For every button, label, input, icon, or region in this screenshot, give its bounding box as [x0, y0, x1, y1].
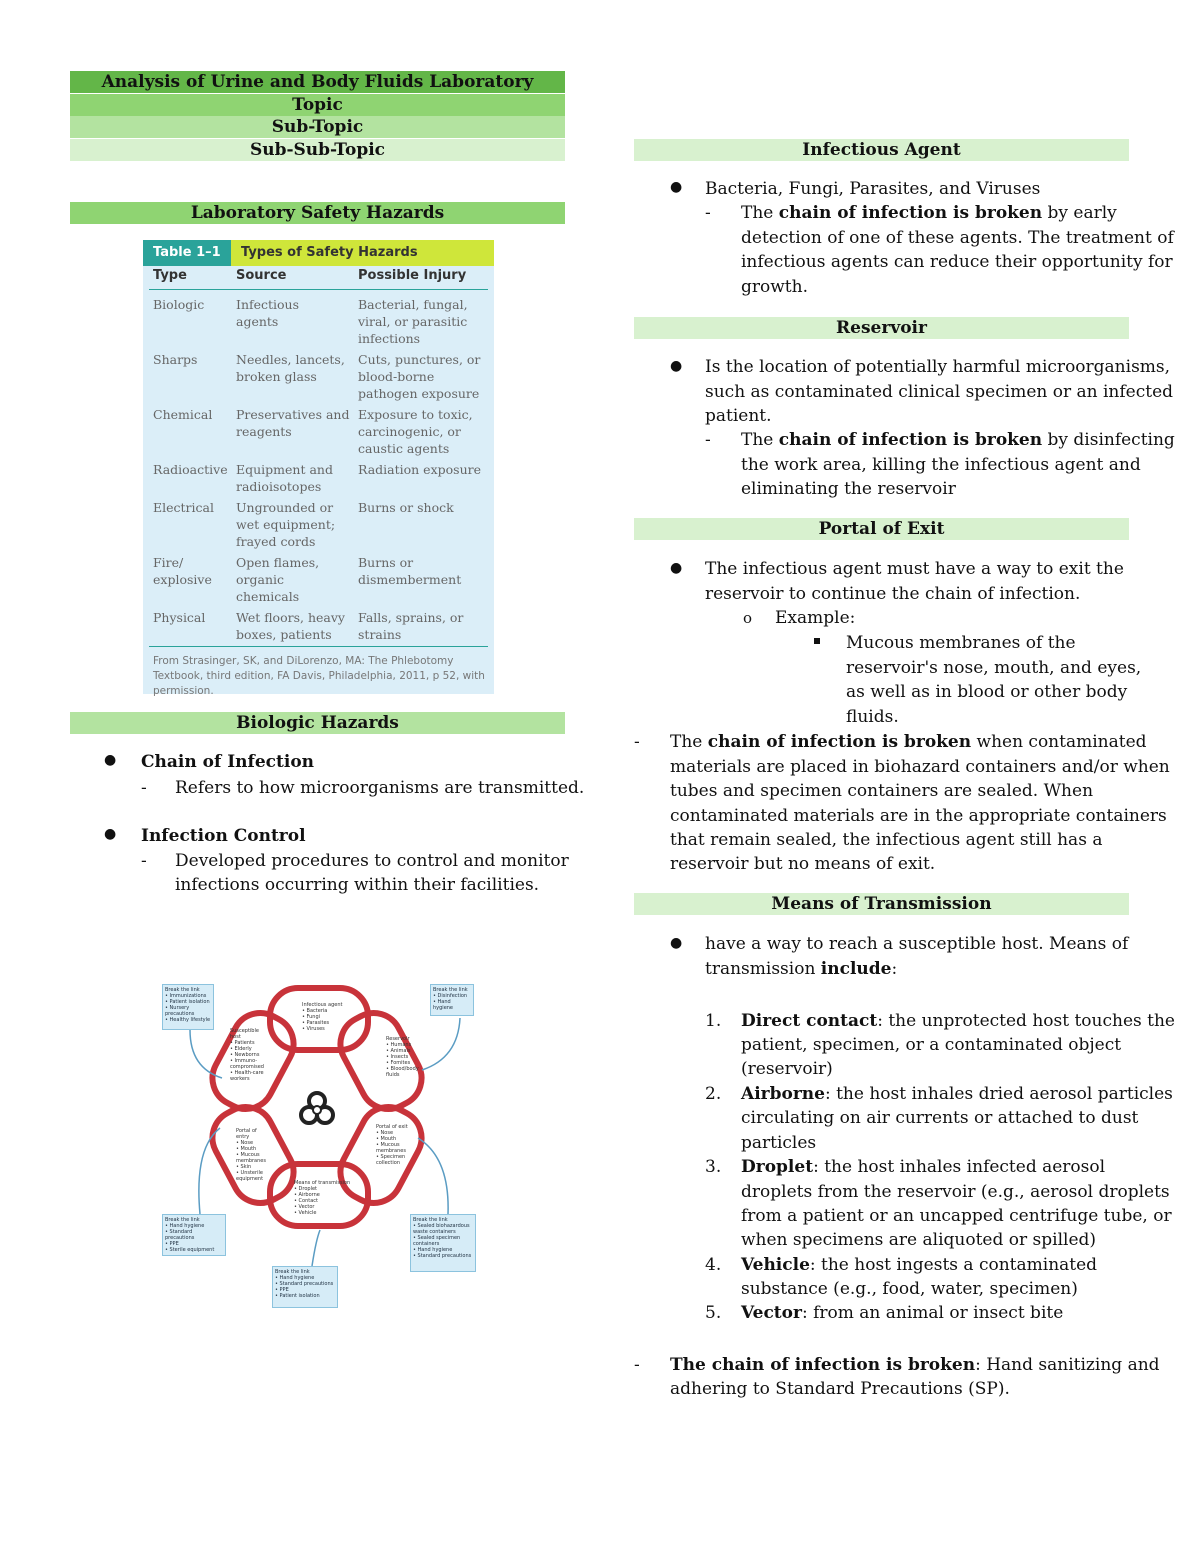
- text-span: : the host inhales dried aerosol particles: [824, 1084, 1173, 1104]
- topic-bar: Topic: [70, 94, 565, 116]
- table-cell: Radiation exposure: [358, 462, 481, 477]
- portal-of-exit-bullet-line: reservoir to continue the chain of infection.: [705, 584, 1081, 604]
- infection-control-title: Infection Control: [141, 826, 306, 846]
- list-number: 4.: [705, 1255, 722, 1275]
- bullet-icon: ●: [104, 752, 117, 768]
- susceptible-host-node: Susceptible host • Patients • Elderly • Newborns • Immuno- compromised • Health-care workers: [230, 1028, 264, 1082]
- dash-marker: -: [634, 1355, 640, 1375]
- table-rule: [149, 289, 488, 290]
- list-item-line: particles: [741, 1133, 817, 1153]
- course-title-bar: Analysis of Urine and Body Fluids Laboratory: [70, 71, 565, 93]
- text-span: : the host inhales infected aerosol: [813, 1157, 1106, 1177]
- table-cell: Burns or dismemberment: [358, 555, 462, 587]
- bullet-icon: ●: [670, 179, 683, 195]
- portal-of-exit-dash-line: materials are placed in biohazard containers and/or when: [670, 757, 1170, 777]
- text-span: The: [741, 430, 779, 450]
- reservoir-sub-line: eliminating the reservoir: [741, 479, 956, 499]
- list-item-line: patient, specimen, or a contaminated object: [741, 1035, 1122, 1055]
- dash-marker: -: [705, 430, 711, 450]
- example-detail-line: fluids.: [846, 707, 899, 727]
- table-cell: Infectious agents: [236, 297, 300, 329]
- text-span: by disinfecting: [1042, 430, 1175, 450]
- chain-of-infection-title: Chain of Infection: [141, 752, 315, 772]
- example-detail-line: reservoir's nose, mouth, and eyes,: [846, 658, 1142, 678]
- list-term: Droplet: [741, 1157, 814, 1177]
- column-header-type: Type: [153, 268, 187, 283]
- table-footnote: From Strasinger, SK, and DiLorenzo, MA: The Phlebotomy Textbook, third edition, FA Davis, Philadelphia, 2011, p 52, with permission.: [153, 655, 485, 697]
- text-span: : the unprotected host touches the: [877, 1011, 1175, 1031]
- table-rule: [149, 646, 488, 647]
- table-cell: Ungrounded or wet equipment; frayed cords: [236, 500, 336, 549]
- list-item-line: [741, 1301, 1063, 1326]
- text-span: : from an animal or insect bite: [801, 1303, 1064, 1323]
- biologic-hazards-heading: Biologic Hazards: [70, 712, 565, 734]
- table-cell: Wet floors, heavy boxes, patients: [236, 610, 345, 642]
- infectious-agent-node: Infectious agent • Bacteria • Fungi • Parasites • Viruses: [302, 1002, 343, 1032]
- table-title: Types of Safety Hazards: [241, 245, 418, 260]
- infection-control-desc-line: infections occurring within their facilities.: [175, 875, 540, 895]
- table-cell: Burns or shock: [358, 500, 454, 515]
- transmission-bullet-line: [705, 957, 897, 982]
- table-cell: Open flames, organic chemicals: [236, 555, 320, 604]
- list-item-line: [741, 1253, 1097, 1278]
- means-of-transmission-node: Means of transmission • Droplet • Airborne • Contact • Vector • Vehicle: [294, 1180, 351, 1216]
- safety-hazards-heading: Laboratory Safety Hazards: [70, 202, 565, 224]
- list-number: 2.: [705, 1084, 722, 1104]
- final-dash-line: [670, 1353, 1160, 1378]
- circle-bullet-icon: o: [743, 609, 753, 627]
- portal-of-exit-dash-line: [670, 730, 1147, 755]
- list-number: 5.: [705, 1303, 722, 1323]
- reservoir-sub-line: [741, 428, 1175, 453]
- break-the-link-note: Break the link • Immunizations • Patient isolation • Nursery precautions • Healthy lifestyle: [162, 984, 214, 1030]
- emphasis-text: include: [820, 959, 892, 979]
- reservoir-node: Reservoir • Humans • Animals • Insects • Fomites • Blood/body fluids: [386, 1036, 419, 1078]
- reservoir-bullet-line: Is the location of potentially harmful microorganisms,: [705, 357, 1171, 377]
- break-the-link-note: Break the link • Hand hygiene • Standard precautions • PPE • Sterile equipment: [162, 1214, 226, 1256]
- table-cell: Equipment and radioisotopes: [236, 462, 333, 494]
- example-detail-line: Mucous membranes of the: [846, 633, 1076, 653]
- list-number: 1.: [705, 1011, 722, 1031]
- list-item-line: circulating on air currents or attached to dust: [741, 1108, 1139, 1128]
- square-bullet-icon: [814, 638, 820, 644]
- table-cell: Physical: [153, 610, 206, 625]
- portal-of-exit-dash-line: contaminated materials are in the appropriate containers: [670, 806, 1167, 826]
- dash-marker: -: [705, 203, 711, 223]
- text-span: The: [670, 732, 708, 752]
- list-item-line: droplets from the reservoir (e.g., aerosol droplets: [741, 1182, 1170, 1202]
- text-span: :: [891, 959, 898, 979]
- means-of-transmission-heading: Means of Transmission: [634, 893, 1129, 915]
- final-dash-line: adhering to Standard Precautions (SP).: [670, 1379, 1010, 1399]
- reservoir-bullet-line: such as contaminated clinical specimen or an infected: [705, 382, 1174, 402]
- list-term: Airborne: [741, 1084, 825, 1104]
- list-item-line: [741, 1009, 1175, 1034]
- reservoir-heading: Reservoir: [634, 317, 1129, 339]
- biohazard-icon: [296, 1088, 338, 1130]
- table-cell: Fire/ explosive: [153, 555, 212, 587]
- infectious-agent-bullet: Bacteria, Fungi, Parasites, and Viruses: [705, 179, 1041, 199]
- infectious-agent-sub-line: growth.: [741, 277, 808, 297]
- bullet-icon: ●: [104, 826, 117, 842]
- subtopic-bar: Sub-Topic: [70, 116, 565, 138]
- column-header-source: Source: [236, 268, 287, 283]
- dash-marker: -: [141, 778, 147, 798]
- chain-of-infection-desc: Refers to how microorganisms are transmitted.: [175, 778, 585, 798]
- dash-marker: -: [141, 851, 147, 871]
- safety-hazards-table: [143, 240, 494, 697]
- bullet-icon: ●: [670, 935, 683, 951]
- break-the-link-note: Break the link • Hand hygiene • Standard precautions • PPE • Patient isolation: [272, 1266, 338, 1308]
- bullet-icon: ●: [670, 358, 683, 374]
- chain-of-infection-diagram: [160, 978, 478, 1310]
- infectious-agent-heading: Infectious Agent: [634, 139, 1129, 161]
- infectious-agent-sub-line: detection of one of these agents. The treatment of: [741, 228, 1174, 248]
- table-cell: Electrical: [153, 500, 214, 515]
- table-cell: Sharps: [153, 352, 198, 367]
- table-cell: Exposure to toxic, carcinogenic, or caustic agents: [358, 407, 473, 456]
- column-header-injury: Possible Injury: [358, 268, 467, 283]
- emphasis-text: chain of infection is broken: [707, 732, 972, 752]
- emphasis-text: chain of infection is broken: [778, 203, 1043, 223]
- portal-of-entry-node: Portal of entry • Nose • Mouth • Mucous membranes • Skin • Unsterile equipment: [236, 1128, 266, 1182]
- table-title-bar: [143, 240, 494, 266]
- portal-of-exit-dash-line: tubes and specimen containers are sealed. When: [670, 781, 1094, 801]
- portal-of-exit-bullet-line: The infectious agent must have a way to exit the: [705, 559, 1124, 579]
- list-number: 3.: [705, 1157, 722, 1177]
- table-cell: Preservatives and reagents: [236, 407, 350, 439]
- infectious-agent-sub-line: [741, 201, 1117, 226]
- table-cell: Chemical: [153, 407, 213, 422]
- transmission-bullet-line: have a way to reach a susceptible host. Means of: [705, 934, 1129, 954]
- subsubtopic-bar: Sub-Sub-Topic: [70, 139, 565, 161]
- dash-marker: -: [634, 732, 640, 752]
- portal-of-exit-node: Portal of exit • Nose • Mouth • Mucous membranes • Specimen collection: [376, 1124, 408, 1166]
- text-span: : the host ingests a contaminated: [809, 1255, 1098, 1275]
- bullet-icon: ●: [670, 560, 683, 576]
- portal-of-exit-heading: Portal of Exit: [634, 518, 1129, 540]
- break-the-link-note: Break the link • Disinfection • Hand hygiene: [430, 984, 474, 1016]
- text-span: The: [741, 203, 779, 223]
- emphasis-text: The chain of infection is broken: [670, 1355, 976, 1375]
- emphasis-text: chain of infection is broken: [778, 430, 1043, 450]
- table-cell: Cuts, punctures, or blood-borne pathogen exposure: [358, 352, 481, 401]
- text-span: : Hand sanitizing and: [975, 1355, 1160, 1375]
- reservoir-sub-line: the work area, killing the infectious agent and: [741, 455, 1141, 475]
- list-item-line: substance (e.g., food, water, specimen): [741, 1279, 1078, 1299]
- portal-of-exit-dash-line: reservoir but no means of exit.: [670, 854, 936, 874]
- reservoir-bullet-line: patient.: [705, 406, 772, 426]
- example-label: Example:: [775, 608, 856, 628]
- table-cell: Radioactive: [153, 462, 228, 477]
- list-item-line: [741, 1082, 1173, 1107]
- example-detail-line: as well as in blood or other body: [846, 682, 1128, 702]
- table-number: Table 1–1: [143, 240, 231, 266]
- list-item-line: from a patient or an uncapped centrifuge tube, or: [741, 1206, 1172, 1226]
- text-span: when contaminated: [971, 732, 1147, 752]
- infectious-agent-sub-line: infectious agents can reduce their opportunity for: [741, 252, 1173, 272]
- list-term: Direct contact: [741, 1011, 878, 1031]
- list-item-line: (reservoir): [741, 1059, 833, 1079]
- text-span: by early: [1042, 203, 1117, 223]
- table-cell: Falls, sprains, or strains: [358, 610, 464, 642]
- text-span: transmission: [705, 959, 821, 979]
- infection-control-desc-line: Developed procedures to control and monitor: [175, 851, 569, 871]
- list-term: Vector: [741, 1303, 802, 1323]
- portal-of-exit-dash-line: that remain sealed, the infectious agent still has a: [670, 830, 1103, 850]
- table-cell: Biologic: [153, 297, 205, 312]
- list-item-line: [741, 1155, 1105, 1180]
- table-cell: Bacterial, fungal, viral, or parasitic infections: [358, 297, 468, 346]
- table-cell: Needles, lancets, broken glass: [236, 352, 345, 384]
- list-item-line: when specimens are aliquoted or spilled): [741, 1230, 1097, 1250]
- break-the-link-note: Break the link • Sealed biohazardous waste containers • Sealed specimen containers • Hand hygiene • Standard precautions: [410, 1214, 476, 1272]
- list-term: Vehicle: [741, 1255, 810, 1275]
